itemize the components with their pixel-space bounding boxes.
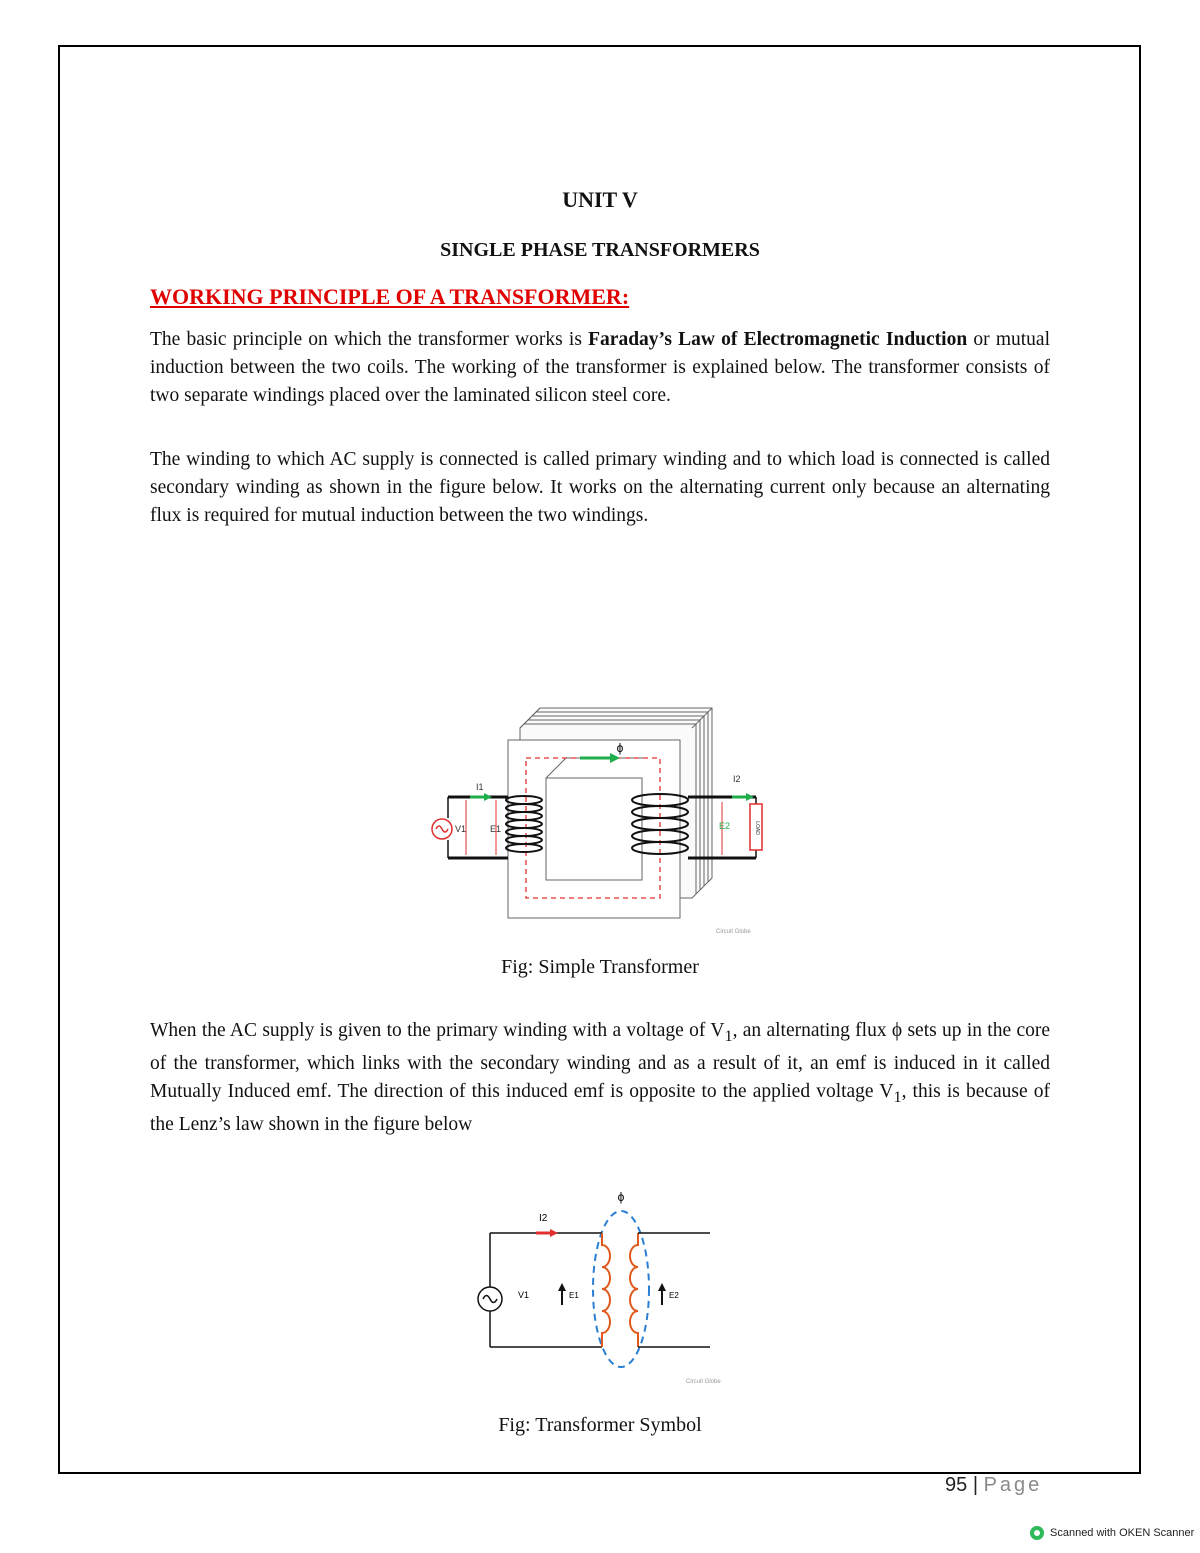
page-number: 95 | Page [945, 1474, 1043, 1496]
oken-logo-icon [1030, 1526, 1044, 1540]
scanner-watermark: Scanned with OKEN Scanner [1030, 1526, 1194, 1540]
figure1-caption: Fig: Simple Transformer [501, 956, 699, 978]
v1-label: V1 [518, 1290, 530, 1300]
e1-label: E1 [569, 1291, 579, 1300]
i2-label: I2 [539, 1213, 548, 1224]
figure2-caption: Fig: Transformer Symbol [498, 1414, 702, 1436]
paragraph-windings: The winding to which AC supply is connected is called primary winding and to which load is connected is called secondary winding as shown in the figure below. It works on the alternating current only because an alternating flux is required for mutual induction between the two windings. [150, 449, 1050, 526]
flux-label: ϕ [617, 1190, 625, 1204]
paragraph-mutual-induction: When the AC supply is given to the primary winding with a voltage of $V_1$, an alternating flux ϕ sets up in the core of the transformer, which links with the secondary winding and as a result of it, an emf is induced in it called Mutually Induced emf. The direction of this induced emf is opposite to the applied voltage $V_1$, this is because of the Lenz’s law shown in the figure below [150, 1020, 1050, 1135]
watermark: Circuit Globe [686, 1379, 721, 1385]
section-heading: WORKING PRINCIPLE OF A TRANSFORMER: [150, 284, 630, 309]
e2-label: E2 [719, 821, 731, 831]
transformer-symbol-figure [470, 1185, 740, 1385]
e2-label: E2 [669, 1291, 679, 1300]
simple-transformer-figure [420, 700, 800, 940]
v1-label: V1 [455, 824, 467, 834]
flux-label: ϕ [616, 741, 624, 755]
i1-label: I1 [476, 782, 484, 792]
unit-title: UNIT V [562, 187, 638, 212]
faraday-law-bold: Faraday’s Law of Electromagnetic Induction [588, 329, 968, 350]
chapter-subtitle: SINGLE PHASE TRANSFORMERS [440, 239, 760, 261]
i2-label: I2 [733, 774, 741, 784]
watermark: Circuit Globe [716, 929, 751, 935]
paragraph-principle: The basic principle on which the transformer works is Faraday’s Law of Electromagnetic Induction or mutual induction between the two coils. The working of the transformer is explained below. The transformer consists of two separate windings placed over the laminated silicon steel core. [150, 329, 1050, 406]
primary-winding [602, 1233, 610, 1347]
load-label: LOAD [754, 821, 760, 835]
e1-label: E1 [490, 824, 502, 834]
secondary-winding [630, 1233, 638, 1347]
